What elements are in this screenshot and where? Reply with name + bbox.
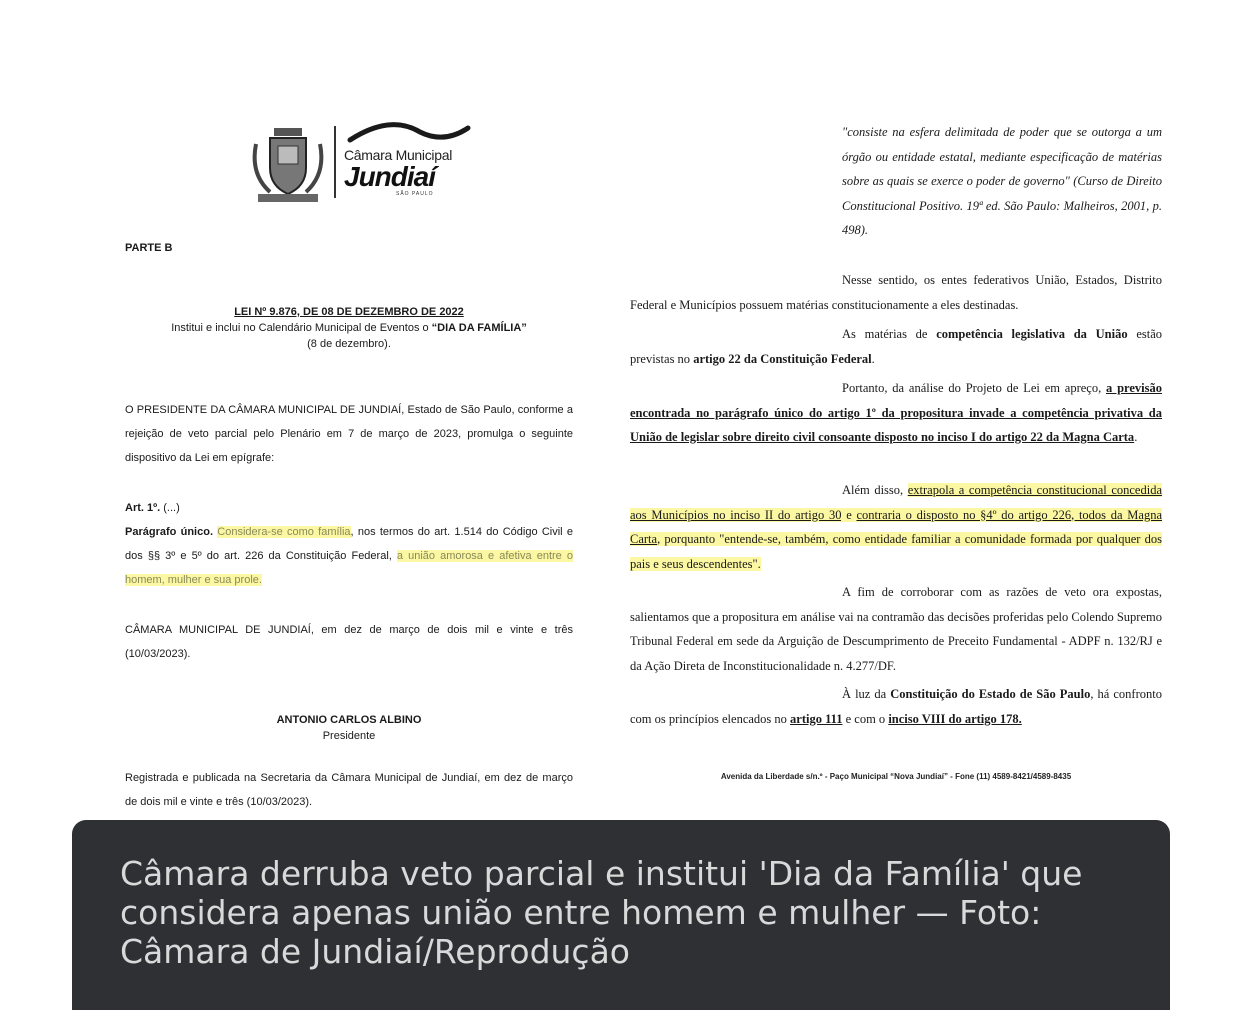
p2-b: competência legislativa da União bbox=[936, 327, 1128, 341]
p6-e: e com o bbox=[842, 711, 889, 726]
law-title: LEI Nº 9.876, DE 08 DE DEZEMBRO DE 2022 bbox=[234, 306, 464, 318]
article-1 bbox=[125, 496, 573, 520]
law-subtitle bbox=[125, 320, 573, 336]
logo-swoosh-icon bbox=[344, 118, 474, 144]
p6-f: inciso VIII do artigo 178. bbox=[888, 711, 1022, 726]
registration: Registrada e publicada na Secretaria da Câmara Municipal de Jundiaí, em dez de março de dois mil e vinte e três (10/03/2023). bbox=[125, 772, 573, 808]
sole-paragraph-text: , nos termos do art. 1.514 do Código Civil e dos §§ 3º e 5º do art. 226 da Constituição Federal, bbox=[125, 526, 573, 562]
coat-of-arms-icon bbox=[248, 124, 328, 206]
paragraph-5: A fim de corroborar com as razões de veto ora expostas, salientamos que a propositura em análise vai na contramão das decisões proferidas pelo Colendo Supremo Tribunal Federal em sede da Arguição de Descumprimento de Preceito Fundamental - ADPF n. 132/RJ e da Ação Direta de Inconstitucionalidade n. 4.277/DF. bbox=[630, 585, 1162, 673]
paragraph-4 bbox=[630, 478, 1162, 576]
camara-logo bbox=[344, 118, 474, 197]
quote: "consiste na esfera delimitada de poder que se outorga a um órgão ou entidade estatal, mediante especificação de matérias sobre as quais se exerce o poder de governo" (Curso de Direito Constitucional Positivo. 19ª ed. São Paulo: Malheiros, 2001, p. 498). bbox=[842, 125, 1162, 237]
highlight-union: a união amorosa e afetiva entre o homem, mulher e sua prole. bbox=[125, 550, 573, 586]
logo-line2: Jundiaí bbox=[344, 161, 436, 192]
article-1-text: (...) bbox=[160, 502, 180, 514]
sole-paragraph bbox=[125, 520, 573, 592]
p4-c: e bbox=[841, 507, 857, 522]
paragraph-2 bbox=[630, 322, 1162, 371]
part-label: PARTE B bbox=[125, 242, 173, 254]
logo-divider bbox=[334, 126, 336, 198]
p6-d: artigo 111 bbox=[790, 711, 843, 726]
p6-c: , há confronto com os princípios elencados no bbox=[630, 687, 1162, 726]
left-page bbox=[106, 108, 626, 820]
sole-paragraph-label: Parágrafo único. bbox=[125, 526, 214, 538]
law-subtitle-a: Institui e inclui no Calendário Municipal de Eventos o bbox=[171, 322, 432, 334]
p3-a: Portanto, da análise do Projeto de Lei em apreço, bbox=[842, 381, 1107, 395]
caption-box bbox=[72, 820, 1170, 1010]
p2-d: artigo 22 da Constituição Federal bbox=[693, 351, 872, 366]
highlight-extrapola: extrapola a competência constitucional concedida aos Municípios no inciso II do artigo 30 bbox=[630, 483, 1162, 522]
closing: CÂMARA MUNICIPAL DE JUNDIAÍ, em dez de março de dois mil e vinte e três (10/03/2023). bbox=[125, 624, 573, 660]
signature-block bbox=[125, 712, 573, 744]
paragraph-3 bbox=[630, 376, 1162, 450]
p6-a: À luz da bbox=[842, 687, 891, 701]
law-subtitle-b: “DIA DA FAMÍLIA” bbox=[431, 322, 527, 334]
signer-role: Presidente bbox=[322, 730, 376, 742]
logo-line1: Câmara Municipal bbox=[344, 147, 453, 163]
paragraph-6 bbox=[630, 682, 1162, 731]
p3-b: a previsão encontrada no parágrafo único do artigo 1º da propositura invade a competência privativa da União de legislar sobre direito civil consoante disposto no inciso I do artigo 22 da Magna Carta bbox=[630, 381, 1162, 444]
logo-line3: SÃO PAULO bbox=[396, 191, 434, 197]
highlight-family: Considera-se como família bbox=[217, 526, 351, 538]
p6-b: Constituição do Estado de São Paulo bbox=[890, 687, 1091, 701]
p2-a: As matérias de bbox=[842, 327, 937, 341]
paragraph-1: Nesse sentido, os entes federativos União, Estados, Distrito Federal e Municípios possuem matérias constitucionamente a eles destinadas. bbox=[630, 273, 1162, 312]
page-footer: Avenida da Liberdade s/n.º - Paço Municipal “Nova Jundiaí” - Fone (11) 4589-8421/4589-8435 bbox=[720, 772, 1072, 781]
highlight-contraria: contraria o disposto no §4º do artigo 226, todos da Magna Carta bbox=[630, 507, 1162, 546]
signer-name: ANTONIO CARLOS ALBINO bbox=[276, 714, 422, 726]
p2-e: . bbox=[871, 351, 875, 366]
p4-e: , porquanto "entende-se, também, como entidade familiar a comunidade formada por qualquer dos pais e seus descendentes". bbox=[630, 532, 1162, 571]
document-photo bbox=[72, 108, 1170, 820]
caption-text: Câmara derruba veto parcial e institui 'Dia da Família' que considera apenas união entre homem e mulher — Foto: Câmara de Jundiaí/Reprodução bbox=[120, 854, 1083, 971]
p3-c: . bbox=[1134, 430, 1138, 444]
p2-c: estão previstas no bbox=[630, 327, 1163, 366]
article-1-label: Art. 1º. bbox=[125, 502, 161, 514]
law-heading bbox=[125, 304, 573, 352]
p4-a: Além disso, bbox=[842, 483, 908, 497]
right-page bbox=[626, 108, 1170, 820]
preamble: O PRESIDENTE DA CÂMARA MUNICIPAL DE JUNDIAÍ, Estado de São Paulo, conforme a rejeição de veto parcial pelo Plenário em 7 de março de 2023, promulga o seguinte dispositivo da Lei em epígrafe: bbox=[125, 404, 573, 464]
law-subtitle-c: (8 de dezembro). bbox=[307, 338, 391, 350]
